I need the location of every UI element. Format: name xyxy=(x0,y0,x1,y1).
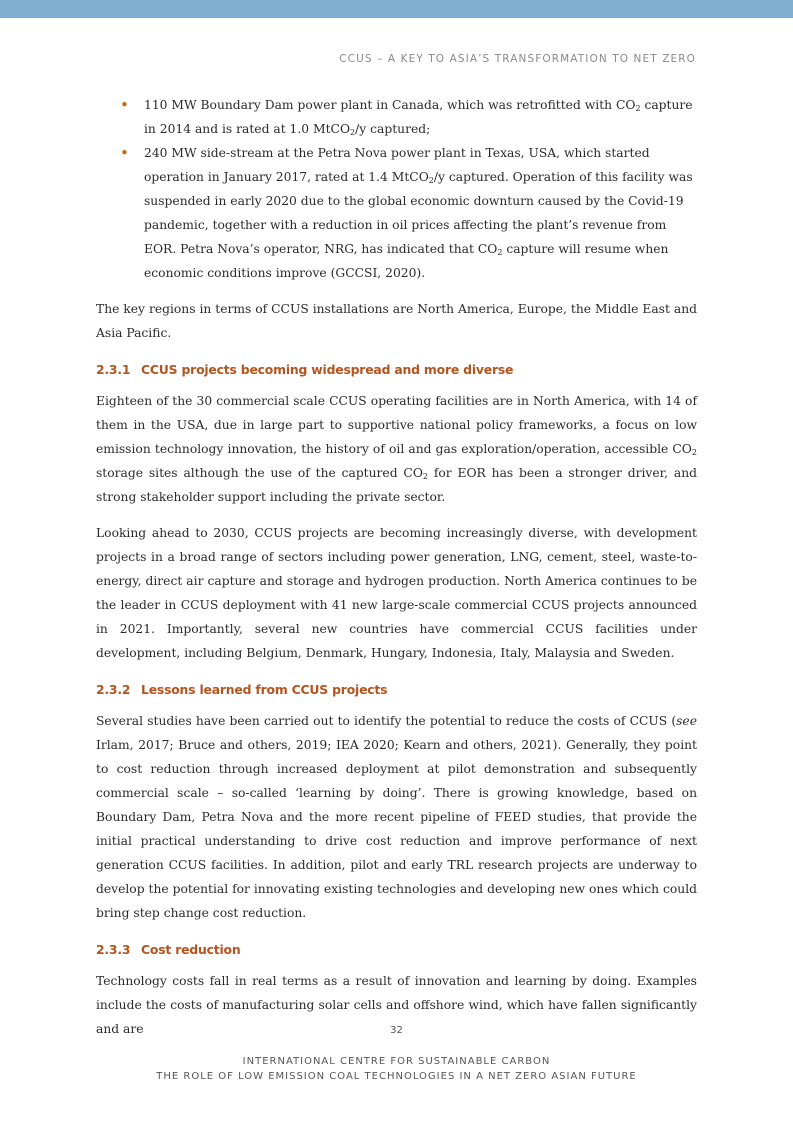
running-header: CCUS – A KEY TO ASIA’S TRANSFORMATION TO NET ZERO xyxy=(339,53,696,65)
paragraph: Looking ahead to 2030, CCUS projects are becoming increasingly diverse, with development projects in a broad range of sectors including power generation, LNG, cement, steel, waste-to-energy, direct air capture and storage and hydrogen production. North America continues to be the leader in CCUS deployment with 41 new large-scale commercial CCUS projects announced in 2021. Importantly, several new countries have commercial CCUS facilities under development, including Belgium, Denmark, Hungary, Indonesia, Italy, Malaysia and Sweden. xyxy=(96,526,697,660)
section-heading-2-3-1 xyxy=(96,357,697,383)
paragraph-key-regions: The key regions in terms of CCUS installations are North America, Europe, the Middle East and Asia Pacific. xyxy=(96,302,697,340)
paragraph: Technology costs fall in real terms as a result of innovation and learning by doing. Examples include the costs of manufacturing solar cells and offshore wind, which have fallen significantly and are xyxy=(96,974,697,1036)
bullet-list xyxy=(96,93,697,285)
footer-line-report-title: THE ROLE OF LOW EMISSION COAL TECHNOLOGIES IN A NET ZERO ASIAN FUTURE xyxy=(156,1071,637,1082)
page-content xyxy=(96,93,697,1053)
section-title: Lessons learned from CCUS projects xyxy=(141,682,388,697)
footer xyxy=(0,1054,793,1084)
section-number: 2.3.1 xyxy=(96,362,131,377)
section-number: 2.3.2 xyxy=(96,682,131,697)
section-heading-2-3-3 xyxy=(96,937,697,963)
section-title: Cost reduction xyxy=(141,942,241,957)
section-number: 2.3.3 xyxy=(96,942,131,957)
footer-line-organization: INTERNATIONAL CENTRE FOR SUSTAINABLE CARBON xyxy=(242,1056,551,1067)
list-item: • 110 MW Boundary Dam power plant in Canada, which was retrofitted with $CO_2$ capture in 2014 and is rated at 1.0 MtCO$_2$/y captured; xyxy=(144,93,697,141)
bullet-dot-icon: • xyxy=(120,96,129,114)
page-number: 32 xyxy=(390,1025,403,1036)
paragraph: Several studies have been carried out to identify the potential to reduce the costs of CCUS (see Irlam, 2017; Bruce and others, 2019; IEA 2020; Kearn and others, 2021). Generally, they point to cost reduction through increased deployment at pilot demonstration and subsequently commercial scale – so-called ‘learning by doing’. There is growing knowledge, based on Boundary Dam, Petra Nova and the more recent pipeline of FEED studies, that provide the initial practical understanding to drive cost reduction and improve performance of next generation CCUS facilities. In addition, pilot and early TRL research projects are underway to develop the potential for innovating existing technologies and developing new ones which could bring step change cost reduction. xyxy=(96,714,697,920)
bullet-dot-icon: • xyxy=(120,144,129,162)
list-item: • 240 MW side-stream at the Petra Nova power plant in Texas, USA, which started operation in January 2017, rated at 1.4 MtCO$_2$/y captured. Operation of this facility was suspended in early 2020 due to the global economic downturn caused by the Covid-19 pandemic, together with a reduction in oil prices affecting the plant’s revenue from EOR. Petra Nova’s operator, NRG, has indicated that $CO_2$ capture will resume when economic conditions improve (GCCSI, 2020). xyxy=(144,141,697,285)
paragraph: Eighteen of the 30 commercial scale CCUS operating facilities are in North America, with 14 of them in the USA, due in large part to supportive national policy frameworks, a focus on low emission technology innovation, the history of oil and gas exploration/operation, accessible $CO_2$ storage sites although the use of the captured $CO_2$ for EOR has been a stronger driver, and strong stakeholder support including the private sector. xyxy=(96,394,697,504)
top-color-bar xyxy=(0,0,793,18)
section-title: CCUS projects becoming widespread and more diverse xyxy=(141,362,514,377)
section-heading-2-3-2 xyxy=(96,677,697,703)
